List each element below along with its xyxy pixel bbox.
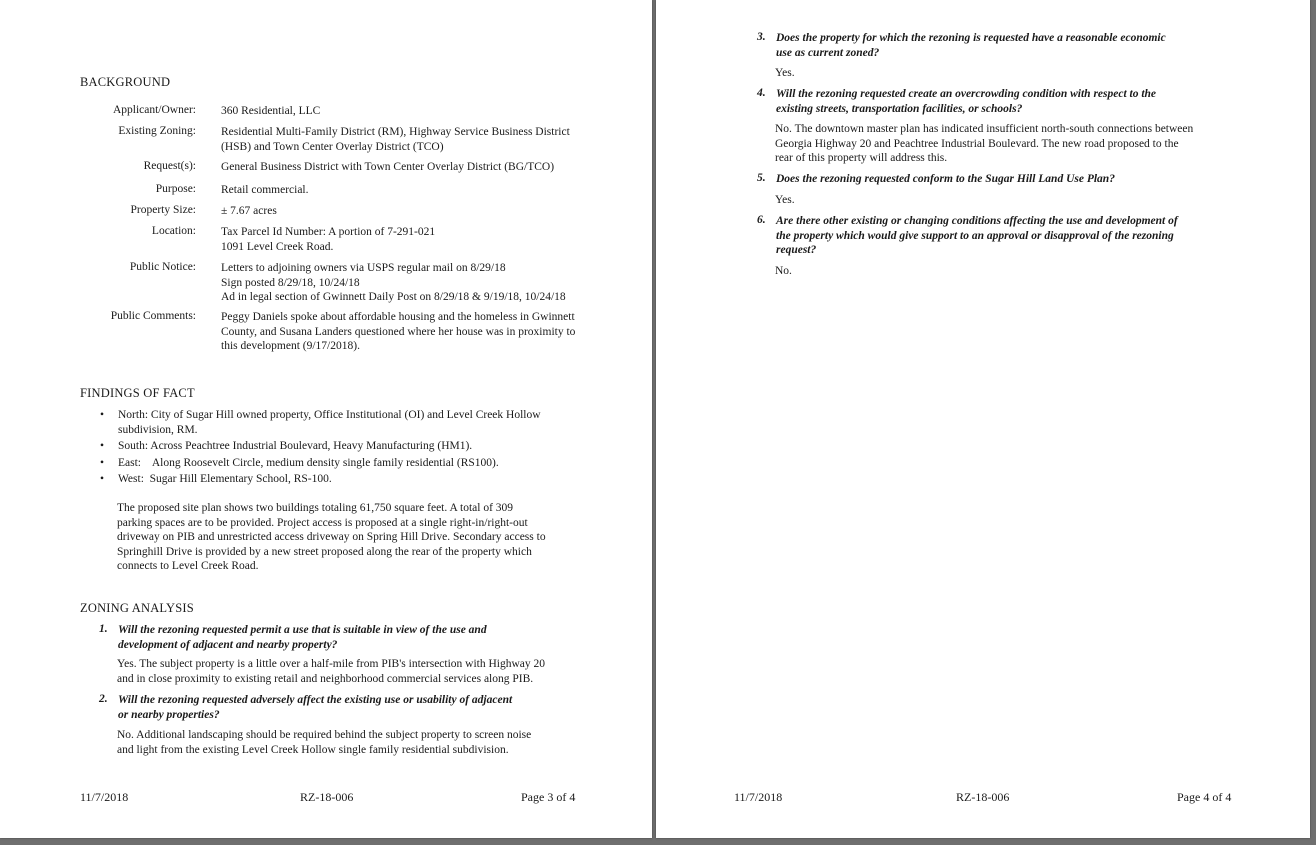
answer-line: Yes. [775,194,795,206]
question-text [776,87,1156,116]
value-line: ± 7.67 acres [221,205,277,217]
paragraph-line: connects to Level Creek Road. [117,560,259,572]
field-label: Existing Zoning: [118,125,196,137]
question-line: the property which would give support to an approval or disapproval of the rezoning [776,229,1174,242]
answer-line: and light from the existing Level Creek Hollow single family residential subdivision. [117,743,509,756]
question-text [776,172,1115,187]
field-label: Location: [151,225,196,237]
answer-text [775,264,792,279]
question-number: 4. [757,87,766,99]
question-text [118,693,512,722]
field-value [221,160,554,175]
site-plan-paragraph [117,501,546,574]
question-line: Will the rezoning requested permit a use that is suitable in view of the use and [118,624,487,636]
field-value [221,204,277,219]
value-line: Peggy Daniels spoke about affordable housing and the homeless in Gwinnett [221,311,575,323]
background-heading: BACKGROUND [80,75,171,89]
question-line: use as current zoned? [776,46,880,59]
value-line: 360 Residential, LLC [221,105,321,117]
footer-case-number: RZ-18-006 [956,790,1010,804]
question-number: 3. [757,31,766,43]
paragraph-line: parking spaces are to be provided. Project access is proposed at a single right-in/right-out [117,516,528,529]
value-line: Retail commercial. [221,184,309,196]
value-line: (HSB) and Town Center Overlay District (TCO) [221,140,444,153]
question-line: request? [776,244,817,256]
bullet-icon: • [100,409,105,421]
footer-date: 11/7/2018 [80,790,129,804]
bullet-icon: • [100,440,105,452]
list-item-line: North: City of Sugar Hill owned property, Office Institutional (OI) and Level Creek Hollow [118,409,541,421]
answer-line: No. [775,265,792,277]
question-number: 6. [757,214,766,226]
question-number: 1. [99,623,108,635]
value-line: Letters to adjoining owners via USPS regular mail on 8/29/18 [221,262,506,274]
findings-heading: FINDINGS OF FACT [80,386,195,400]
answer-text [775,66,795,81]
value-line: Ad in legal section of Gwinnett Daily Post on 8/29/18 & 9/19/18, 10/24/18 [221,291,566,303]
question-text [776,31,1166,60]
value-line: 1091 Level Creek Road. [221,240,334,253]
paragraph-line: driveway on PIB and unrestricted access driveway on Spring Hill Drive. Secondary access to [117,531,546,543]
question-line: or nearby properties? [118,708,220,721]
answer-text [775,122,1193,166]
value-line: Tax Parcel Id Number: A portion of 7-291-021 [221,226,436,238]
field-label: Property Size: [130,204,196,216]
list-item [80,456,541,471]
field-value [221,261,566,305]
answer-text [117,657,545,686]
question-line: Will the rezoning requested adversely affect the existing use or usability of adjacent [118,694,513,706]
value-line: this development (9/17/2018). [221,340,360,352]
zoning-analysis-heading: ZONING ANALYSIS [80,601,194,615]
question-line: development of adjacent and nearby property? [118,638,338,651]
answer-line: No. Additional landscaping should be required behind the subject property to screen noise [117,729,532,741]
question-number: 5. [757,172,766,184]
list-item-line: South: Across Peachtree Industrial Boulevard, Heavy Manufacturing (HM1). [118,440,473,452]
field-label: Applicant/Owner: [112,104,196,116]
answer-line: Yes. The subject property is a little over a half-mile from PIB's intersection with Highway 20 [117,658,546,670]
bullet-icon: • [100,473,105,485]
list-item [80,408,541,437]
field-value [221,183,309,198]
question-line: Are there other existing or changing conditions affecting the use and development of [776,215,1178,227]
document-page-3 [0,0,652,838]
field-label: Purpose: [155,183,196,195]
findings-list [80,408,541,487]
question-text [118,623,487,652]
field-value [221,310,575,354]
question-line: existing streets, transportation facilities, or schools? [776,102,1023,115]
field-label: Public Comments: [110,310,196,322]
value-line: County, and Susana Landers questioned where her house was in proximity to [221,325,576,338]
field-label: Public Notice: [129,261,196,273]
value-line: General Business District with Town Center Overlay District (BG/TCO) [221,161,555,173]
list-item-line: West: Sugar Hill Elementary School, RS-100. [118,473,332,485]
answer-line: and in close proximity to existing retail and neighborhood commercial services along PIB. [117,672,534,685]
list-item-line: subdivision, RM. [118,423,198,436]
value-line: Residential Multi-Family District (RM), Highway Service Business District [221,126,570,138]
footer-date: 11/7/2018 [734,790,783,804]
list-item-line: East: Along Roosevelt Circle, medium density single family residential (RS100). [118,456,499,469]
question-line: Does the rezoning requested conform to the Sugar Hill Land Use Plan? [776,173,1115,185]
footer-page-number: Page 4 of 4 [1177,790,1232,804]
answer-text [117,728,531,757]
field-value [221,225,435,254]
list-item [80,472,541,487]
question-number: 2. [99,693,108,705]
field-value [221,125,570,154]
answer-line: rear of this property will address this. [775,152,948,164]
field-value [221,104,320,119]
answer-text [775,193,795,208]
question-line: Does the property for which the rezoning is requested have a reasonable economic [776,32,1166,44]
answer-line: Georgia Highway 20 and Peachtree Industrial Boulevard. The new road proposed to the [775,137,1179,150]
paragraph-line: The proposed site plan shows two buildings totaling 61,750 square feet. A total of 309 [117,502,514,514]
footer-case-number: RZ-18-006 [300,790,354,804]
paragraph-line: Springhill Drive is provided by a new street proposed along the rear of the property which [117,545,532,558]
answer-line: No. The downtown master plan has indicated insufficient north-south connections between [775,123,1194,135]
bullet-icon: • [100,456,105,469]
question-line: Will the rezoning requested create an overcrowding condition with respect to the [776,88,1157,100]
field-label: Request(s): [143,160,196,172]
footer-page-number: Page 3 of 4 [521,790,576,804]
answer-line: Yes. [775,67,795,79]
list-item [80,439,541,454]
value-line: Sign posted 8/29/18, 10/24/18 [221,276,360,289]
question-text [776,214,1178,258]
document-page-4 [656,0,1310,838]
